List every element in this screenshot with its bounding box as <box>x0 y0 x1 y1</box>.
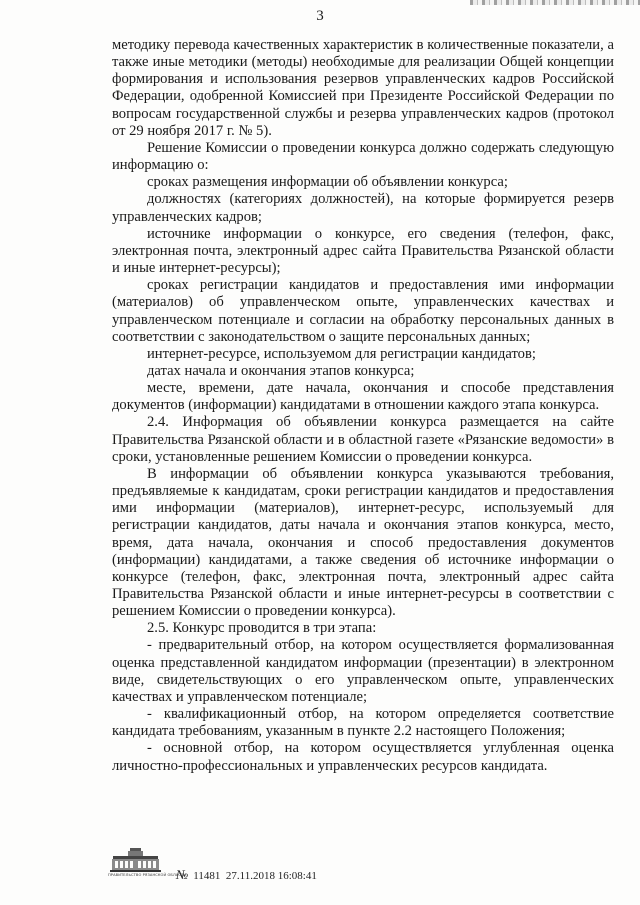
paragraph: методику перевода качественных характеристик в количественные показатели, а также иные методики (методы) необходимые для реализации Общей концепции формирования и использования резервов управленческих кадров Российской Федерации, одобренной Комиссией при Президенте Российской Федерации по вопросам государственной службы и резерва управленческих кадров (протокол от 29 ноября 2017 г. № 5). <box>112 37 614 139</box>
paragraph: сроках регистрации кандидатов и предоставления ими информации (материалов) об управленческом опыте, управленческих качествах и управленческом потенциале и согласии на обработку персональных данных в соответствии с законодательством о защите персональных данных; <box>112 277 614 345</box>
paragraph: Решение Комиссии о проведении конкурса должно содержать следующую информацию о: <box>112 139 614 174</box>
paragraph: месте, времени, дате начала, окончания и способе представления документов (информации) кандидатами в отношении каждого этапа конкурса. <box>112 380 614 414</box>
paragraph: - квалификационный отбор, на котором определяется соответствие кандидата требованиям, указанным в пункте 2.2 настоящего Положения; <box>112 706 614 740</box>
document-registration-number <box>176 867 317 883</box>
paragraph: 2.5. Конкурс проводится в три этапа: <box>147 620 377 637</box>
registration-number: 11481 <box>193 870 221 882</box>
paragraph: сроках размещения информации об объявлении конкурса; <box>147 174 508 191</box>
paragraph: источнике информации о конкурсе, его сведения (телефон, факс, электронная почта, электронный адрес сайта Правительства Рязанской области и иные интернет-ресурсы); <box>112 225 614 277</box>
document-body <box>112 37 614 775</box>
registration-timestamp: 27.11.2018 16:08:41 <box>225 870 317 882</box>
paragraph: - предварительный отбор, на котором осуществляется формализованная оценка представленной кандидатом информации (презентации) в электронном виде, свидетельствующих о его управленческом опыте, управленческих качествах и управленческом потенциале; <box>112 637 614 705</box>
page-number: 3 <box>316 8 324 24</box>
paragraph: В информации об объявлении конкурса указываются требования, предъявляемые к кандидатам, сроки регистрации кандидатов и предоставления ими информации (материалов), интернет-ресурс, используемый для регистрации кандидатов, даты начала и окончания этапов конкурса, место, время, дата начала, окончания и способ предоставления документов (информации) кандидатами, а также сведения об источнике информации о конкурсе (телефон, факс, электронная почта, электронный адрес сайта Правительства Рязанской области и иные интернет-ресурсы в соответствии с решением Комиссии о проведении конкурса). <box>112 465 614 620</box>
stamp-caption: ПРАВИТЕЛЬСТВО РЯЗАНСКОЙ ОБЛАСТИ <box>108 873 187 877</box>
document-footer <box>108 846 468 882</box>
scan-edge-artifact <box>470 0 640 5</box>
paragraph: 2.4. Информация об объявлении конкурса размещается на сайте Правительства Рязанской области и в областной газете «Рязанские ведомости» в сроки, установленные решением Комиссии о проведении конкурса. <box>112 414 614 465</box>
paragraph: - основной отбор, на котором осуществляется углубленная оценка личностно-профессиональных и управленческих ресурсов кандидата. <box>112 740 614 774</box>
paragraph: должностях (категориях должностей), на которые формируется резерв управленческих кадров; <box>112 191 614 225</box>
paragraph: датах начала и окончания этапов конкурса; <box>147 362 415 379</box>
paragraph: интернет-ресурсе, используемом для регистрации кандидатов; <box>147 345 536 362</box>
number-sign: № <box>176 867 189 882</box>
